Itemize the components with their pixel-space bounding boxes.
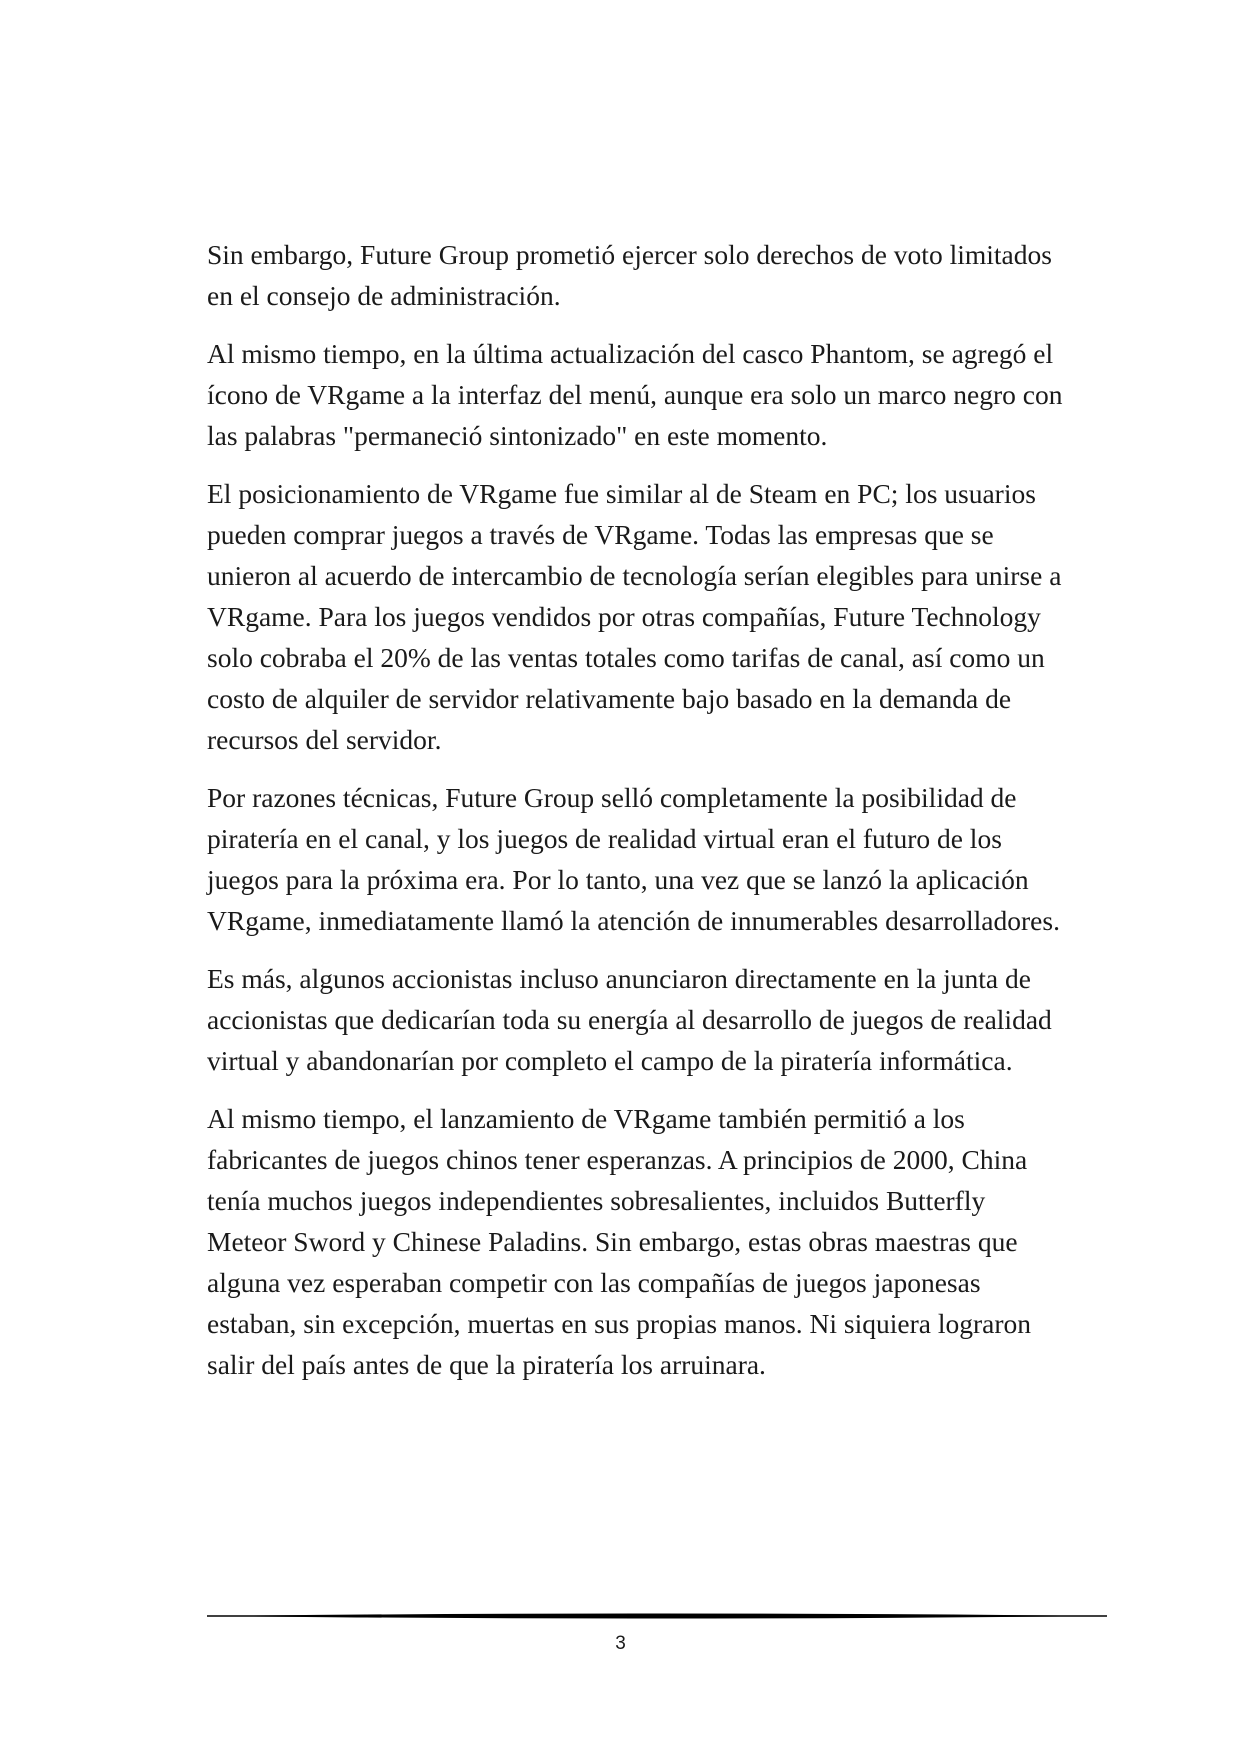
- page-number: 3: [615, 1633, 626, 1654]
- paragraph-1: Sin embargo, Future Group prometió ejercer solo derechos de voto limitados en el consejo de administración.: [207, 239, 1052, 311]
- body-text: [207, 234, 1067, 1402]
- paragraph-5: Es más, algunos accionistas incluso anunciaron directamente en la junta de accionistas que dedicarían toda su energía al desarrollo de juegos de realidad virtual y abandonarían por completo el campo de la piratería informática.: [207, 963, 1052, 1076]
- paragraph-6: Al mismo tiempo, el lanzamiento de VRgame también permitió a los fabricantes de juegos chinos tener esperanzas. A principios de 2000, China tenía muchos juegos independientes sobresalientes, incluidos Butterfly Meteor Sword y Chinese Paladins. Sin embargo, estas obras maestras que alguna vez esperaban competir con las compañías de juegos japonesas estaban, sin excepción, muertas en sus propias manos. Ni siquiera lograron salir del país antes de que la piratería los arruinara.: [207, 1103, 1032, 1380]
- paragraph-3: El posicionamiento de VRgame fue similar al de Steam en PC; los usuarios pueden comprar juegos a través de VRgame. Todas las empresas que se unieron al acuerdo de intercambio de tecnología serían elegibles para unirse a VRgame. Para los juegos vendidos por otras compañías, Future Technology solo cobraba el 20% de las ventas totales como tarifas de canal, así como un costo de alquiler de servidor relativamente bajo basado en la demanda de recursos del servidor.: [207, 478, 1062, 755]
- paragraph-4: Por razones técnicas, Future Group selló completamente la posibilidad de piratería en el canal, y los juegos de realidad virtual eran el futuro de los juegos para la próxima era. Por lo tanto, una vez que se lanzó la aplicación VRgame, inmediatamente llamó la atención de innumerables desarrolladores.: [207, 782, 1060, 936]
- footer-divider: [207, 1610, 1107, 1622]
- paragraph-2: Al mismo tiempo, en la última actualización del casco Phantom, se agregó el ícono de VRgame a la interfaz del menú, aunque era solo un marco negro con las palabras "permaneció sintonizado" en este momento.: [207, 338, 1063, 451]
